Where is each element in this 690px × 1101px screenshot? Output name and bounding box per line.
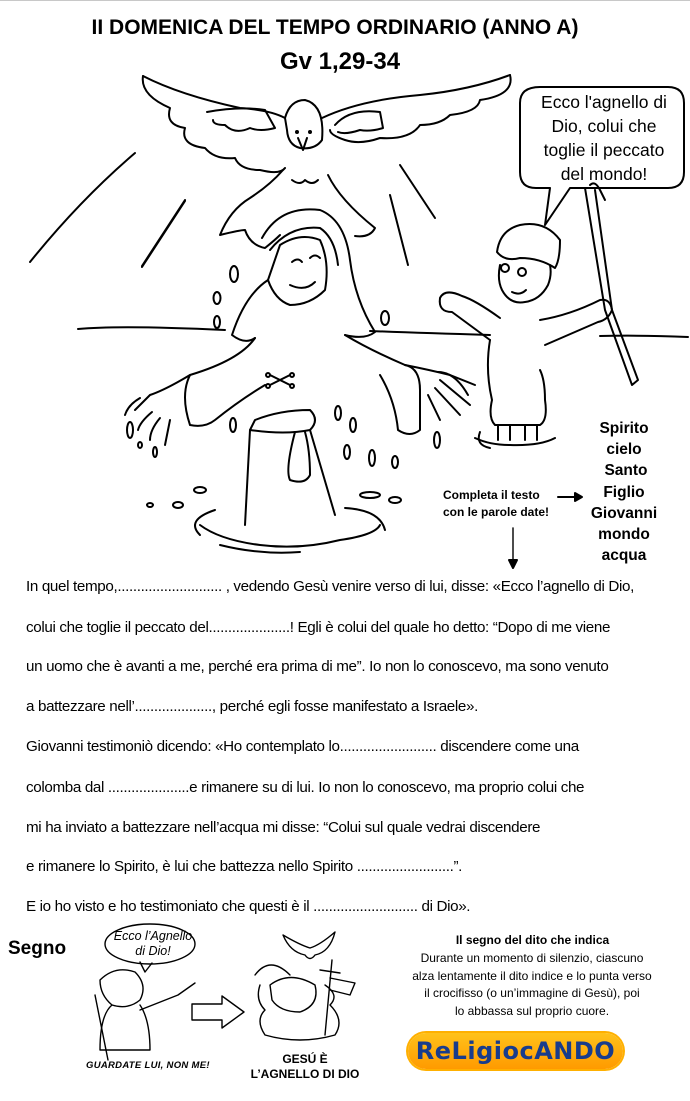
speech-line: Ecco l'agnello di (541, 92, 667, 112)
sign-line: il crocifisso (o un’immagine di Gesù), poi (424, 986, 640, 1000)
word-bank-item: acqua (601, 547, 647, 565)
speech-line: del mondo! (560, 164, 648, 184)
word-bank-item: Giovanni (590, 504, 658, 522)
segno-heading: Segno (8, 938, 67, 959)
caption-look-at-him: GUARDATE LUI, NON ME! (86, 1060, 210, 1071)
sign-line: lo abbassa sul proprio cuore. (454, 1003, 610, 1018)
bubble-line: di Dio! (135, 944, 171, 958)
small-speech-bubble-text (110, 929, 196, 959)
passage-line: colomba dal .....................e rimanere su di lui. Io non lo conoscevo, ma proprio colui che (26, 779, 585, 796)
bubble-line: Ecco l’Agnello (113, 929, 193, 943)
lamb-icon (255, 960, 355, 1040)
sign-title: Il segno del dito che indica (455, 933, 610, 947)
speech-line: toglie il peccato (543, 140, 665, 160)
dove-small-icon (283, 932, 335, 959)
passage-line: a battezzare nell’...................., perché egli fosse manifestato a Israele». (26, 698, 478, 715)
gospel-reference: Gv 1,29-34 (279, 48, 401, 75)
passage-line: In quel tempo,........................... , vedendo Gesù venire verso di lui, disse: «Ecco l’agnello di Dio, (26, 578, 634, 595)
instruction-line: Completa il testo (443, 488, 540, 502)
passage-line: Giovanni testimoniò dicendo: «Ho contemplato lo......................... discendere come una (26, 738, 579, 755)
passage-line: mi ha inviato a battezzare nell’acqua mi disse: “Colui sul quale vedrai discendere (26, 819, 541, 836)
word-bank-item: cielo (606, 441, 642, 459)
instruction-line: con le parole date! (443, 505, 550, 519)
sign-description (382, 950, 682, 1020)
pointing-john-figure (95, 970, 195, 1060)
passage-line: E io ho visto e ho testimoniato che questi è il ........................... di Dio». (26, 898, 471, 915)
religiocando-logo (408, 1033, 623, 1069)
exercise-instruction (443, 487, 549, 521)
word-bank (578, 418, 670, 566)
caption-line: L’AGNELLO DI DIO (250, 1067, 360, 1081)
logo-text: ReLigiocANDO (415, 1037, 616, 1065)
caption-line: GESÚ È (282, 1052, 328, 1066)
word-bank-item: Santo (604, 462, 648, 480)
arrow-right-outline-icon (192, 996, 244, 1028)
word-bank-item: mondo (598, 526, 650, 544)
dove-icon (143, 75, 511, 248)
passage-line: colui che toglie il peccato del.....................! Egli è colui del quale ho detto: “Dopo di me viene (26, 619, 611, 636)
passage-line: un uomo che è avanti a me, perché era prima di me”. Io non lo conoscevo, ma sono venuto (26, 658, 609, 675)
sign-line: alza lentamente il dito indice e lo punta verso (412, 968, 652, 983)
sign-line: Durante un momento di silenzio, ciascuno (420, 951, 644, 965)
word-bank-item: Spirito (599, 420, 649, 437)
word-bank-item: Figlio (603, 483, 645, 501)
arrow-down-icon (509, 528, 517, 568)
speech-bubble-text (524, 90, 684, 186)
horizon-line (78, 327, 225, 330)
page-title: II DOMENICA DEL TEMPO ORDINARIO (ANNO A) (91, 16, 579, 39)
speech-line: Dio, colui che (551, 116, 657, 136)
john-baptist-figure (440, 183, 638, 448)
caption-lamb-of-god (245, 1052, 365, 1082)
passage-line: e rimanere lo Spirito, è lui che battezza nello Spirito .........................”. (26, 858, 463, 875)
